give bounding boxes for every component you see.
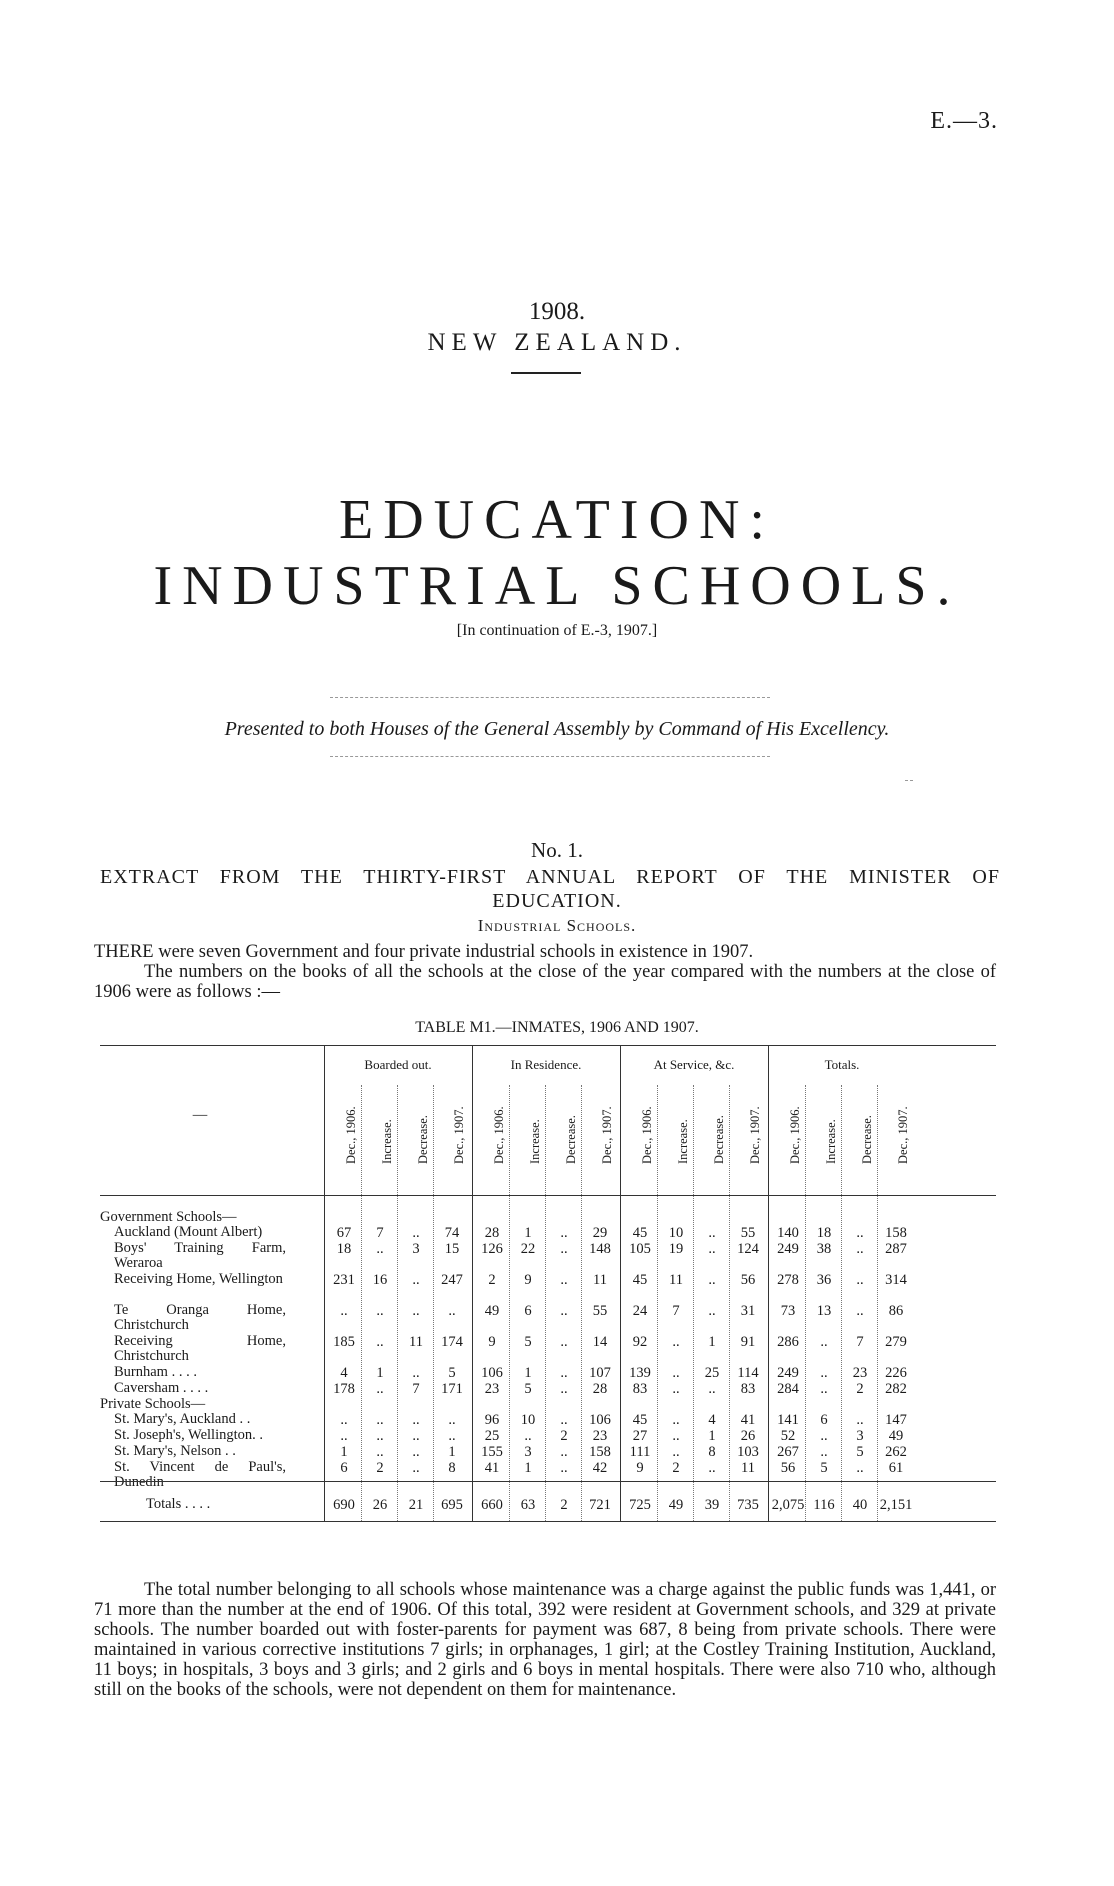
column-header: [622, 1095, 658, 1183]
table-cell: 45: [632, 1272, 648, 1288]
table-rule-vertical: [768, 1045, 769, 1521]
column-header: [582, 1095, 618, 1183]
table-cell: ..: [672, 1381, 680, 1397]
column-header: [434, 1095, 470, 1183]
year: 1908.: [528, 298, 586, 325]
table-rule-vertical: [472, 1045, 473, 1521]
table-cell: 1: [524, 1225, 532, 1241]
totals-cell: 721: [589, 1497, 611, 1513]
table-cell: ..: [856, 1303, 864, 1319]
table-cell: ..: [820, 1334, 828, 1350]
continuation-note: [In continuation of E.-3, 1907.]: [456, 622, 658, 639]
table-cell: 13: [816, 1303, 832, 1319]
table-cell: 9: [636, 1460, 644, 1476]
table-cell: ..: [448, 1303, 456, 1319]
column-header-label: Dec., 1906.: [788, 1106, 802, 1164]
table-cell: 262: [885, 1444, 907, 1460]
extract-heading-line-2: EDUCATION.: [492, 890, 622, 912]
table-cell: 158: [589, 1444, 611, 1460]
table-cell: ..: [560, 1381, 568, 1397]
table-cell: 83: [632, 1381, 648, 1397]
table-cell: 226: [885, 1365, 907, 1381]
table-cell: ..: [376, 1444, 384, 1460]
table-cell: ..: [412, 1412, 420, 1428]
table-rule-bottom: [100, 1521, 996, 1522]
table-cell: 286: [777, 1334, 799, 1350]
table-cell: 1: [340, 1444, 348, 1460]
table-cell: ..: [856, 1241, 864, 1257]
table-cell: 29: [592, 1225, 608, 1241]
table-cell: 282: [885, 1381, 907, 1397]
column-header-label: Increase.: [380, 1119, 394, 1164]
table-cell: 148: [589, 1241, 611, 1257]
table-cell: 14: [592, 1334, 608, 1350]
column-header: [842, 1095, 878, 1183]
table-cell: ..: [856, 1225, 864, 1241]
table-cell: ..: [708, 1381, 716, 1397]
table-title: TABLE M1.—INMATES, 1906 AND 1907.: [415, 1019, 699, 1036]
column-header-label: Dec., 1907.: [748, 1106, 762, 1164]
table-cell: 158: [885, 1225, 907, 1241]
table-cell: 2: [376, 1460, 384, 1476]
table-cell: ..: [448, 1428, 456, 1444]
totals-cell: 40: [852, 1497, 868, 1513]
table-cell: 174: [441, 1334, 463, 1350]
table-row-label: Burnham . . . .: [114, 1364, 197, 1380]
table-cell: 41: [740, 1412, 756, 1428]
table-cell: 5: [856, 1444, 864, 1460]
table-cell: 49: [888, 1428, 904, 1444]
table-cell: 141: [777, 1412, 799, 1428]
table-cell: 18: [816, 1225, 832, 1241]
column-header: [658, 1095, 694, 1183]
column-header: [694, 1095, 730, 1183]
table-cell: 27: [632, 1428, 648, 1444]
table-cell: 74: [444, 1225, 460, 1241]
table-cell: 25: [484, 1428, 500, 1444]
table-cell: ..: [412, 1444, 420, 1460]
table-cell: ..: [524, 1428, 532, 1444]
table-cell: ..: [376, 1428, 384, 1444]
table-cell: 56: [740, 1272, 756, 1288]
table-cell: ..: [412, 1365, 420, 1381]
table-cell: ..: [560, 1460, 568, 1476]
table-cell: 106: [481, 1365, 503, 1381]
column-header-label: Decrease.: [564, 1115, 578, 1164]
table-cell: 2: [560, 1428, 568, 1444]
table-cell: 18: [336, 1241, 352, 1257]
table-cell: ..: [560, 1225, 568, 1241]
table-cell: 287: [885, 1241, 907, 1257]
table-cell: 3: [856, 1428, 864, 1444]
column-header: [474, 1095, 510, 1183]
table-row-label: Receiving Home, Wellington: [114, 1271, 283, 1287]
table-row-label: Boys' Training Farm, Weraroa: [114, 1240, 286, 1271]
table-cell: ..: [448, 1412, 456, 1428]
column-header-label: Increase.: [676, 1119, 690, 1164]
table-cell: ..: [820, 1381, 828, 1397]
table-cell: 231: [333, 1272, 355, 1288]
table-cell: ..: [376, 1381, 384, 1397]
column-header: [730, 1095, 766, 1183]
table-cell: 9: [488, 1334, 496, 1350]
table-row-label: Receiving Home, Christchurch: [114, 1333, 286, 1364]
paragraph-1: THERE were seven Government and four private industrial schools in existence in 1907.: [94, 942, 754, 962]
totals-cell: 2: [560, 1497, 568, 1513]
table-cell: 1: [376, 1365, 384, 1381]
table-cell: 11: [409, 1334, 423, 1350]
column-group-header: In Residence.: [510, 1057, 582, 1072]
table-rule-vertical: [324, 1045, 325, 1521]
table-row-label: St. Mary's, Nelson . .: [114, 1443, 236, 1459]
table-rule-header: [100, 1195, 996, 1196]
table-cell: ..: [376, 1412, 384, 1428]
column-header: [878, 1095, 914, 1183]
table-cell: 4: [340, 1365, 348, 1381]
column-header-label: Increase.: [824, 1119, 838, 1164]
table-cell: 4: [708, 1412, 716, 1428]
table-cell: ..: [708, 1303, 716, 1319]
table-cell: 23: [592, 1428, 608, 1444]
table-cell: ..: [340, 1303, 348, 1319]
table-cell: 42: [592, 1460, 608, 1476]
table-cell: ..: [672, 1412, 680, 1428]
table-cell: 7: [376, 1225, 384, 1241]
table-cell: 2: [488, 1272, 496, 1288]
table-cell: 10: [520, 1412, 536, 1428]
table-cell: 8: [708, 1444, 716, 1460]
presented-line: Presented to both Houses of the General Assembly by Command of His Excellency.: [224, 718, 890, 740]
table-cell: 178: [333, 1381, 355, 1397]
section-heading: Government Schools—: [100, 1209, 237, 1225]
table-cell: 28: [484, 1225, 500, 1241]
table-row-label: Te Oranga Home, Christchurch: [114, 1302, 286, 1333]
column-header-label: Dec., 1907.: [452, 1106, 466, 1164]
table-row-label: Auckland (Mount Albert): [114, 1224, 263, 1240]
table-cell: 114: [737, 1365, 759, 1381]
table-cell: 111: [629, 1444, 651, 1460]
table-cell: 19: [668, 1241, 684, 1257]
column-group-header: Totals.: [824, 1057, 860, 1072]
table-cell: ..: [560, 1334, 568, 1350]
table-cell: ..: [856, 1460, 864, 1476]
table-cell: 86: [888, 1303, 904, 1319]
column-group-header: At Service, &c.: [653, 1057, 735, 1072]
totals-cell: 39: [704, 1497, 720, 1513]
table-cell: 7: [672, 1303, 680, 1319]
table-cell: 105: [629, 1241, 651, 1257]
table-cell: ..: [672, 1334, 680, 1350]
table-cell: 8: [448, 1460, 456, 1476]
table-cell: 249: [777, 1241, 799, 1257]
table-cell: 6: [524, 1303, 532, 1319]
table-cell: ..: [412, 1272, 420, 1288]
table-cell: 22: [520, 1241, 536, 1257]
table-cell: ..: [672, 1444, 680, 1460]
column-header-label: Dec., 1906.: [492, 1106, 506, 1164]
title-line-2: INDUSTRIAL SCHOOLS.: [153, 555, 961, 617]
table-cell: 124: [737, 1241, 759, 1257]
table-cell: 7: [856, 1334, 864, 1350]
table-cell: ..: [708, 1272, 716, 1288]
table-cell: ..: [672, 1428, 680, 1444]
title-line-1: EDUCATION:: [339, 489, 775, 551]
table-cell: ..: [376, 1334, 384, 1350]
divider: [330, 756, 770, 757]
table-cell: 9: [524, 1272, 532, 1288]
table-cell: 247: [441, 1272, 463, 1288]
table-cell: 26: [740, 1428, 756, 1444]
table-cell: 1: [708, 1334, 716, 1350]
table-cell: 2: [856, 1381, 864, 1397]
table-row-label: St. Vincent de Paul's, Dunedin: [114, 1459, 286, 1490]
table-cell: ..: [376, 1303, 384, 1319]
table-cell: 126: [481, 1241, 503, 1257]
table-cell: 36: [816, 1272, 832, 1288]
table-cell: ..: [820, 1428, 828, 1444]
column-header: [362, 1095, 398, 1183]
totals-cell: 21: [408, 1497, 424, 1513]
table-cell: 249: [777, 1365, 799, 1381]
table-rule-vertical: [620, 1045, 621, 1521]
totals-cell: 660: [481, 1497, 503, 1513]
table-cell: 155: [481, 1444, 503, 1460]
table-cell: ..: [412, 1460, 420, 1476]
column-header-label: Decrease.: [860, 1115, 874, 1164]
table-cell: 55: [592, 1303, 608, 1319]
table-cell: 55: [740, 1225, 756, 1241]
column-header: [326, 1095, 362, 1183]
table-row-label: St. Joseph's, Wellington. .: [114, 1427, 264, 1443]
extract-heading-line-1: EXTRACT FROM THE THIRTY-FIRST ANNUAL REPORT OF THE MINISTER OF: [100, 866, 1000, 888]
table-cell: 106: [589, 1412, 611, 1428]
table-cell: 45: [632, 1412, 648, 1428]
table-row-label: St. Mary's, Auckland . .: [114, 1411, 251, 1427]
paragraph-2: The numbers on the books of all the schools at the close of the year compared with the numbers at the close of 1906 were as follows :—: [94, 962, 996, 1002]
table-cell: ..: [560, 1412, 568, 1428]
table-cell: 3: [412, 1241, 420, 1257]
table-cell: 2: [672, 1460, 680, 1476]
table-cell: 67: [336, 1225, 352, 1241]
totals-cell: 735: [737, 1497, 759, 1513]
column-header: [770, 1095, 806, 1183]
table-cell: 25: [704, 1365, 720, 1381]
table-cell: 16: [372, 1272, 388, 1288]
totals-cell: 2,151: [879, 1497, 913, 1513]
column-header-label: Decrease.: [712, 1115, 726, 1164]
table-cell: ..: [560, 1272, 568, 1288]
country: NEW ZEALAND.: [427, 329, 687, 356]
column-header-label: Decrease.: [416, 1115, 430, 1164]
table-cell: 279: [885, 1334, 907, 1350]
table-cell: 1: [524, 1365, 532, 1381]
table-cell: ..: [560, 1241, 568, 1257]
table-cell: ..: [856, 1272, 864, 1288]
table-cell: 6: [340, 1460, 348, 1476]
column-header: [510, 1095, 546, 1183]
table-cell: 278: [777, 1272, 799, 1288]
column-header-label: Dec., 1907.: [600, 1106, 614, 1164]
page-code: E.—3.: [930, 108, 998, 134]
table-cell: 3: [524, 1444, 532, 1460]
table-cell: 7: [412, 1381, 420, 1397]
table-cell: 1: [524, 1460, 532, 1476]
table-cell: 91: [740, 1334, 756, 1350]
table-cell: ..: [412, 1225, 420, 1241]
table-cell: ..: [820, 1444, 828, 1460]
table-cell: ..: [340, 1412, 348, 1428]
table-cell: ..: [672, 1365, 680, 1381]
totals-cell: 26: [372, 1497, 388, 1513]
table-cell: 23: [484, 1381, 500, 1397]
table-cell: 28: [592, 1381, 608, 1397]
paragraph-3: The total number belonging to all schools whose maintenance was a charge against the public funds was 1,441, or 71 more than the number at the end of 1906. Of this total, 392 were resident at Government schools, and 329 at private schools. The number boarded out with foster-parents for payment was 687, 8 being from private schools. There were maintained in various corrective institutions 7 girls; in orphanages, 1 girl; at the Costley Training Institution, Auckland, 11 boys; in hospitals, 3 boys and 3 girls; and 2 girls and 6 boys in mental hospitals. There were also 710 who, although still on the books of the schools, were not dependent on them for maintenance.: [94, 1580, 996, 1700]
table-cell: 107: [589, 1365, 611, 1381]
table-cell: 5: [448, 1365, 456, 1381]
table-cell: 52: [780, 1428, 796, 1444]
table-cell: 140: [777, 1225, 799, 1241]
table-cell: ..: [820, 1365, 828, 1381]
table-cell: 96: [484, 1412, 500, 1428]
column-header: [546, 1095, 582, 1183]
table-cell: 11: [669, 1272, 683, 1288]
stub-header-dash: —: [192, 1107, 208, 1123]
divider: [511, 372, 581, 374]
column-header-label: Dec., 1906.: [640, 1106, 654, 1164]
section-subheading: Industrial Schools.: [477, 916, 637, 935]
table-cell: 15: [444, 1241, 460, 1257]
totals-cell: 690: [333, 1497, 355, 1513]
table-cell: 56: [780, 1460, 796, 1476]
table-cell: 185: [333, 1334, 355, 1350]
table-cell: 171: [441, 1381, 463, 1397]
table-cell: 1: [448, 1444, 456, 1460]
table-cell: 38: [816, 1241, 832, 1257]
table-cell: 11: [741, 1460, 755, 1476]
table-cell: 83: [740, 1381, 756, 1397]
table-cell: 1: [708, 1428, 716, 1444]
table-cell: ..: [560, 1444, 568, 1460]
table-cell: ..: [560, 1303, 568, 1319]
table-cell: 139: [629, 1365, 651, 1381]
totals-cell: 2,075: [771, 1497, 805, 1513]
table-cell: 11: [593, 1272, 607, 1288]
table-cell: 45: [632, 1225, 648, 1241]
table-cell: ..: [856, 1412, 864, 1428]
totals-cell: 695: [441, 1497, 463, 1513]
column-header-label: Dec., 1907.: [896, 1106, 910, 1164]
table-cell: 5: [820, 1460, 828, 1476]
totals-cell: 725: [629, 1497, 651, 1513]
section-heading: Private Schools—: [100, 1396, 206, 1412]
table-cell: 267: [777, 1444, 799, 1460]
column-header-label: Increase.: [528, 1119, 542, 1164]
column-group-header: Boarded out.: [364, 1057, 432, 1072]
column-header: [806, 1095, 842, 1183]
table-cell: 147: [885, 1412, 907, 1428]
table-cell: ..: [708, 1460, 716, 1476]
table-cell: ..: [376, 1241, 384, 1257]
table-cell: ..: [708, 1241, 716, 1257]
table-rule-top: [100, 1045, 996, 1046]
table-cell: 49: [484, 1303, 500, 1319]
table-cell: 31: [740, 1303, 756, 1319]
table-cell: 10: [668, 1225, 684, 1241]
table-cell: 61: [888, 1460, 904, 1476]
table-cell: 24: [632, 1303, 648, 1319]
table-cell: 6: [820, 1412, 828, 1428]
table-cell: 92: [632, 1334, 648, 1350]
column-header-label: Dec., 1906.: [344, 1106, 358, 1164]
column-header: [398, 1095, 434, 1183]
table-rule-totals-top: [100, 1481, 996, 1482]
divider: [905, 780, 913, 781]
table-cell: 73: [780, 1303, 796, 1319]
table-cell: 103: [737, 1444, 759, 1460]
table-cell: ..: [340, 1428, 348, 1444]
table-cell: 23: [852, 1365, 868, 1381]
table-cell: ..: [412, 1303, 420, 1319]
table-cell: 41: [484, 1460, 500, 1476]
table-cell: 5: [524, 1381, 532, 1397]
table-cell: 284: [777, 1381, 799, 1397]
totals-cell: 63: [520, 1497, 536, 1513]
totals-cell: 116: [813, 1497, 835, 1513]
table-cell: ..: [708, 1225, 716, 1241]
table-cell: 314: [885, 1272, 907, 1288]
document-number: No. 1.: [531, 838, 583, 862]
totals-cell: 49: [668, 1497, 684, 1513]
table-cell: ..: [560, 1365, 568, 1381]
divider: [330, 697, 770, 698]
totals-label: Totals . . . .: [146, 1496, 211, 1512]
table-cell: ..: [412, 1428, 420, 1444]
table-cell: 5: [524, 1334, 532, 1350]
table-row-label: Caversham . . . .: [114, 1380, 209, 1396]
